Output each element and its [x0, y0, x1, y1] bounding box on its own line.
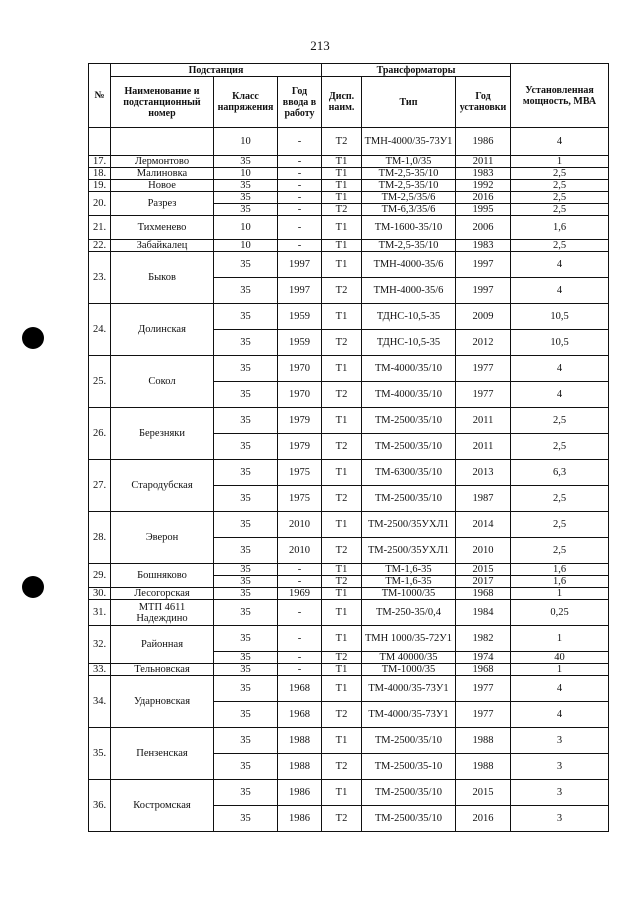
transformer-type: ТМ-2,5-35/10	[362, 180, 456, 192]
commission-year: -	[278, 156, 322, 168]
substation-name: Бошняково	[111, 564, 214, 588]
dispatch-name: Т1	[322, 780, 362, 806]
header-commissioned: Год ввода в работу	[278, 77, 322, 128]
voltage-class: 35	[214, 252, 278, 278]
table-row	[89, 356, 609, 382]
punch-hole	[22, 327, 44, 349]
voltage-class: 35	[214, 588, 278, 600]
capacity: 2,5	[511, 192, 609, 204]
substation-name: Костромская	[111, 780, 214, 832]
voltage-class: 35	[214, 204, 278, 216]
row-number: 25.	[89, 356, 111, 408]
dispatch-name: Т1	[322, 728, 362, 754]
substation-name: Стародубская	[111, 460, 214, 512]
voltage-class: 35	[214, 434, 278, 460]
dispatch-name: Т1	[322, 460, 362, 486]
install-year: 2017	[456, 576, 511, 588]
transformer-type: ТМ-6,3/35/6	[362, 204, 456, 216]
commission-year: 2010	[278, 538, 322, 564]
capacity: 1	[511, 588, 609, 600]
capacity: 3	[511, 754, 609, 780]
transformer-type: ТМ-1,6-35	[362, 576, 456, 588]
transformer-type: ТМ-1600-35/10	[362, 216, 456, 240]
commission-year: 1997	[278, 252, 322, 278]
voltage-class: 35	[214, 192, 278, 204]
install-year: 1968	[456, 588, 511, 600]
transformer-type: ТМ-2500/35/10	[362, 728, 456, 754]
voltage-class: 35	[214, 486, 278, 512]
dispatch-name: Т2	[322, 128, 362, 156]
commission-year: -	[278, 626, 322, 652]
capacity: 1	[511, 664, 609, 676]
row-number: 36.	[89, 780, 111, 832]
commission-year: 1975	[278, 486, 322, 512]
capacity: 3	[511, 728, 609, 754]
substation-transformers-table	[88, 63, 609, 832]
dispatch-name: Т1	[322, 252, 362, 278]
commission-year: 1986	[278, 806, 322, 832]
capacity: 2,5	[511, 408, 609, 434]
transformer-type: ТМ-2500/35-10	[362, 754, 456, 780]
punch-hole	[22, 576, 44, 598]
dispatch-name: Т1	[322, 356, 362, 382]
transformer-type: ТМ-1,0/35	[362, 156, 456, 168]
transformer-type: ТМ-4000/35-73У1	[362, 702, 456, 728]
transformer-type: ТМ-2,5-35/10	[362, 168, 456, 180]
commission-year: 1979	[278, 434, 322, 460]
voltage-class: 35	[214, 564, 278, 576]
voltage-class: 35	[214, 180, 278, 192]
capacity: 2,5	[511, 486, 609, 512]
install-year: 1983	[456, 240, 511, 252]
row-number: 29.	[89, 564, 111, 588]
voltage-class: 35	[214, 626, 278, 652]
table-row	[89, 408, 609, 434]
dispatch-name: Т2	[322, 204, 362, 216]
transformer-type: ТМ-250-35/0,4	[362, 600, 456, 626]
voltage-class: 10	[214, 168, 278, 180]
install-year: 1987	[456, 486, 511, 512]
install-year: 2015	[456, 564, 511, 576]
substation-name: Сокол	[111, 356, 214, 408]
transformer-type: ТМ-1000/35	[362, 664, 456, 676]
page-number: 213	[310, 38, 330, 53]
transformer-type: ТМ-1000/35	[362, 588, 456, 600]
row-number: 19.	[89, 180, 111, 192]
voltage-class: 10	[214, 216, 278, 240]
row-number: 28.	[89, 512, 111, 564]
table-row	[89, 240, 609, 252]
commission-year: -	[278, 216, 322, 240]
row-number: 24.	[89, 304, 111, 356]
capacity: 10,5	[511, 330, 609, 356]
dispatch-name: Т1	[322, 512, 362, 538]
install-year: 1982	[456, 626, 511, 652]
transformer-type: ТМ-2500/35/10	[362, 434, 456, 460]
header-substation: Подстанция	[111, 64, 322, 77]
transformer-type: ТДНС-10,5-35	[362, 304, 456, 330]
substation-name: Ударновская	[111, 676, 214, 728]
row-number: 22.	[89, 240, 111, 252]
transformer-type: ТМН 1000/35-72У1	[362, 626, 456, 652]
table-body	[89, 128, 609, 832]
row-number: 21.	[89, 216, 111, 240]
commission-year: 1988	[278, 728, 322, 754]
table-row	[89, 168, 609, 180]
header-voltage-class: Класс напряжения	[214, 77, 278, 128]
transformer-type: ТДНС-10,5-35	[362, 330, 456, 356]
commission-year: -	[278, 664, 322, 676]
substation-name: Лесогорская	[111, 588, 214, 600]
dispatch-name: Т2	[322, 278, 362, 304]
voltage-class: 35	[214, 460, 278, 486]
capacity: 1	[511, 156, 609, 168]
transformer-type: ТМ-2500/35/10	[362, 408, 456, 434]
install-year: 1988	[456, 728, 511, 754]
install-year: 2010	[456, 538, 511, 564]
commission-year: 1968	[278, 676, 322, 702]
substation-name: Эверон	[111, 512, 214, 564]
dispatch-name: Т2	[322, 382, 362, 408]
table-row	[89, 676, 609, 702]
table-row	[89, 600, 609, 626]
capacity: 3	[511, 806, 609, 832]
transformer-type: ТМ-2500/35/10	[362, 486, 456, 512]
voltage-class: 35	[214, 382, 278, 408]
transformer-type: ТМ-4000/35-73У1	[362, 676, 456, 702]
voltage-class: 35	[214, 330, 278, 356]
install-year: 2011	[456, 156, 511, 168]
row-number: 26.	[89, 408, 111, 460]
substation-name: Разрез	[111, 192, 214, 216]
substation-name: Быков	[111, 252, 214, 304]
dispatch-name: Т2	[322, 702, 362, 728]
commission-year: -	[278, 564, 322, 576]
row-number: 30.	[89, 588, 111, 600]
voltage-class: 35	[214, 356, 278, 382]
voltage-class: 35	[214, 538, 278, 564]
substation-name: Долинская	[111, 304, 214, 356]
table-row	[89, 180, 609, 192]
substation-name: Районная	[111, 626, 214, 664]
capacity: 10,5	[511, 304, 609, 330]
commission-year: -	[278, 192, 322, 204]
install-year: 1983	[456, 168, 511, 180]
dispatch-name: Т1	[322, 664, 362, 676]
commission-year: 1970	[278, 382, 322, 408]
table-row	[89, 780, 609, 806]
capacity: 1,6	[511, 576, 609, 588]
dispatch-name: Т2	[322, 754, 362, 780]
commission-year: 1988	[278, 754, 322, 780]
header-install-year: Год установки	[456, 77, 511, 128]
voltage-class: 35	[214, 576, 278, 588]
transformer-type: ТМ-6300/35/10	[362, 460, 456, 486]
row-number: 27.	[89, 460, 111, 512]
table-row	[89, 626, 609, 652]
transformer-type: ТМ-2500/35/10	[362, 806, 456, 832]
substation-name	[111, 128, 214, 156]
dispatch-name: Т1	[322, 216, 362, 240]
row-number: 31.	[89, 600, 111, 626]
substation-name: Забайкалец	[111, 240, 214, 252]
transformer-type: ТМ 40000/35	[362, 652, 456, 664]
table-row	[89, 216, 609, 240]
table-row	[89, 304, 609, 330]
row-number	[89, 128, 111, 156]
capacity: 2,5	[511, 512, 609, 538]
install-year: 2006	[456, 216, 511, 240]
voltage-class: 35	[214, 600, 278, 626]
voltage-class: 35	[214, 728, 278, 754]
install-year: 1992	[456, 180, 511, 192]
install-year: 2014	[456, 512, 511, 538]
commission-year: -	[278, 180, 322, 192]
row-number: 33.	[89, 664, 111, 676]
install-year: 1968	[456, 664, 511, 676]
row-number: 18.	[89, 168, 111, 180]
row-number: 32.	[89, 626, 111, 664]
dispatch-name: Т2	[322, 576, 362, 588]
table-row	[89, 564, 609, 576]
substation-name: Пензенская	[111, 728, 214, 780]
commission-year: 1975	[278, 460, 322, 486]
dispatch-name: Т2	[322, 330, 362, 356]
commission-year: -	[278, 168, 322, 180]
commission-year: 1959	[278, 330, 322, 356]
voltage-class: 35	[214, 512, 278, 538]
capacity: 2,5	[511, 204, 609, 216]
substation-name: Тельновская	[111, 664, 214, 676]
install-year: 2016	[456, 806, 511, 832]
row-number: 23.	[89, 252, 111, 304]
table-row	[89, 252, 609, 278]
install-year: 1988	[456, 754, 511, 780]
table-row	[89, 588, 609, 600]
dispatch-name: Т1	[322, 156, 362, 168]
table-row	[89, 156, 609, 168]
transformer-type: ТМ-4000/35/10	[362, 356, 456, 382]
install-year: 1977	[456, 676, 511, 702]
dispatch-name: Т2	[322, 434, 362, 460]
dispatch-name: Т1	[322, 564, 362, 576]
commission-year: 1969	[278, 588, 322, 600]
row-number: 35.	[89, 728, 111, 780]
transformer-type: ТМ-4000/35/10	[362, 382, 456, 408]
dispatch-name: Т2	[322, 486, 362, 512]
commission-year: -	[278, 204, 322, 216]
commission-year: 1970	[278, 356, 322, 382]
capacity: 2,5	[511, 168, 609, 180]
commission-year: -	[278, 652, 322, 664]
substation-name: Малиновка	[111, 168, 214, 180]
voltage-class: 35	[214, 806, 278, 832]
install-year: 1995	[456, 204, 511, 216]
dispatch-name: Т1	[322, 600, 362, 626]
transformer-type: ТМ-2,5-35/10	[362, 240, 456, 252]
install-year: 2009	[456, 304, 511, 330]
transformer-type: ТМ-2,5/35/6	[362, 192, 456, 204]
header-dispatch: Дисп. наим.	[322, 77, 362, 128]
commission-year: 2010	[278, 512, 322, 538]
header-transformers: Трансформаторы	[322, 64, 511, 77]
substation-name: Березняки	[111, 408, 214, 460]
dispatch-name: Т1	[322, 408, 362, 434]
row-number: 17.	[89, 156, 111, 168]
install-year: 1997	[456, 278, 511, 304]
capacity: 2,5	[511, 434, 609, 460]
table-row	[89, 460, 609, 486]
voltage-class: 35	[214, 664, 278, 676]
transformer-type: ТМ-2500/35УХЛ1	[362, 538, 456, 564]
table-row	[89, 192, 609, 204]
row-number: 34.	[89, 676, 111, 728]
voltage-class: 35	[214, 304, 278, 330]
install-year: 1986	[456, 128, 511, 156]
header-capacity: Установленная мощность, МВА	[511, 64, 609, 128]
commission-year: -	[278, 576, 322, 588]
install-year: 2011	[456, 434, 511, 460]
voltage-class: 35	[214, 702, 278, 728]
voltage-class: 35	[214, 754, 278, 780]
capacity: 4	[511, 676, 609, 702]
substation-name: Лермонтово	[111, 156, 214, 168]
capacity: 4	[511, 128, 609, 156]
substation-name: МТП 4611 Надеждино	[111, 600, 214, 626]
capacity: 4	[511, 278, 609, 304]
transformer-type: ТМ-1,6-35	[362, 564, 456, 576]
dispatch-name: Т2	[322, 538, 362, 564]
transformer-type: ТМ-2500/35УХЛ1	[362, 512, 456, 538]
voltage-class: 35	[214, 408, 278, 434]
commission-year: 1979	[278, 408, 322, 434]
row-number: 20.	[89, 192, 111, 216]
install-year: 2013	[456, 460, 511, 486]
voltage-class: 35	[214, 652, 278, 664]
install-year: 1977	[456, 382, 511, 408]
install-year: 1984	[456, 600, 511, 626]
substation-name: Тихменево	[111, 216, 214, 240]
commission-year: 1986	[278, 780, 322, 806]
table-row	[89, 728, 609, 754]
dispatch-name: Т2	[322, 652, 362, 664]
voltage-class: 10	[214, 240, 278, 252]
header-type: Тип	[362, 77, 456, 128]
transformer-type: ТМН-4000-35/6	[362, 278, 456, 304]
commission-year: 1959	[278, 304, 322, 330]
header-name: Наименование и подстанционный номер	[111, 77, 214, 128]
commission-year: 1997	[278, 278, 322, 304]
capacity: 1	[511, 626, 609, 652]
capacity: 2,5	[511, 538, 609, 564]
dispatch-name: Т1	[322, 588, 362, 600]
commission-year: -	[278, 600, 322, 626]
install-year: 2011	[456, 408, 511, 434]
capacity: 1,6	[511, 216, 609, 240]
voltage-class: 35	[214, 156, 278, 168]
capacity: 3	[511, 780, 609, 806]
header-no: №	[89, 64, 111, 128]
install-year: 2015	[456, 780, 511, 806]
voltage-class: 10	[214, 128, 278, 156]
capacity: 4	[511, 356, 609, 382]
voltage-class: 35	[214, 676, 278, 702]
commission-year: 1968	[278, 702, 322, 728]
install-year: 2012	[456, 330, 511, 356]
voltage-class: 35	[214, 278, 278, 304]
transformer-type: ТМ-2500/35/10	[362, 780, 456, 806]
dispatch-name: Т2	[322, 806, 362, 832]
capacity: 6,3	[511, 460, 609, 486]
transformer-type: ТМН-4000/35-73У1	[362, 128, 456, 156]
capacity: 0,25	[511, 600, 609, 626]
capacity: 4	[511, 252, 609, 278]
capacity: 2,5	[511, 240, 609, 252]
dispatch-name: Т1	[322, 180, 362, 192]
install-year: 1977	[456, 702, 511, 728]
install-year: 1997	[456, 252, 511, 278]
install-year: 1977	[456, 356, 511, 382]
commission-year: -	[278, 240, 322, 252]
dispatch-name: Т1	[322, 626, 362, 652]
dispatch-name: Т1	[322, 240, 362, 252]
dispatch-name: Т1	[322, 192, 362, 204]
dispatch-name: Т1	[322, 676, 362, 702]
dispatch-name: Т1	[322, 304, 362, 330]
voltage-class: 35	[214, 780, 278, 806]
table-row	[89, 128, 609, 156]
commission-year: -	[278, 128, 322, 156]
table-row	[89, 512, 609, 538]
dispatch-name: Т1	[322, 168, 362, 180]
capacity: 4	[511, 382, 609, 408]
transformer-type: ТМН-4000-35/6	[362, 252, 456, 278]
install-year: 2016	[456, 192, 511, 204]
capacity: 1,6	[511, 564, 609, 576]
capacity: 2,5	[511, 180, 609, 192]
substation-name: Новое	[111, 180, 214, 192]
capacity: 40	[511, 652, 609, 664]
install-year: 1974	[456, 652, 511, 664]
table-row	[89, 664, 609, 676]
capacity: 4	[511, 702, 609, 728]
